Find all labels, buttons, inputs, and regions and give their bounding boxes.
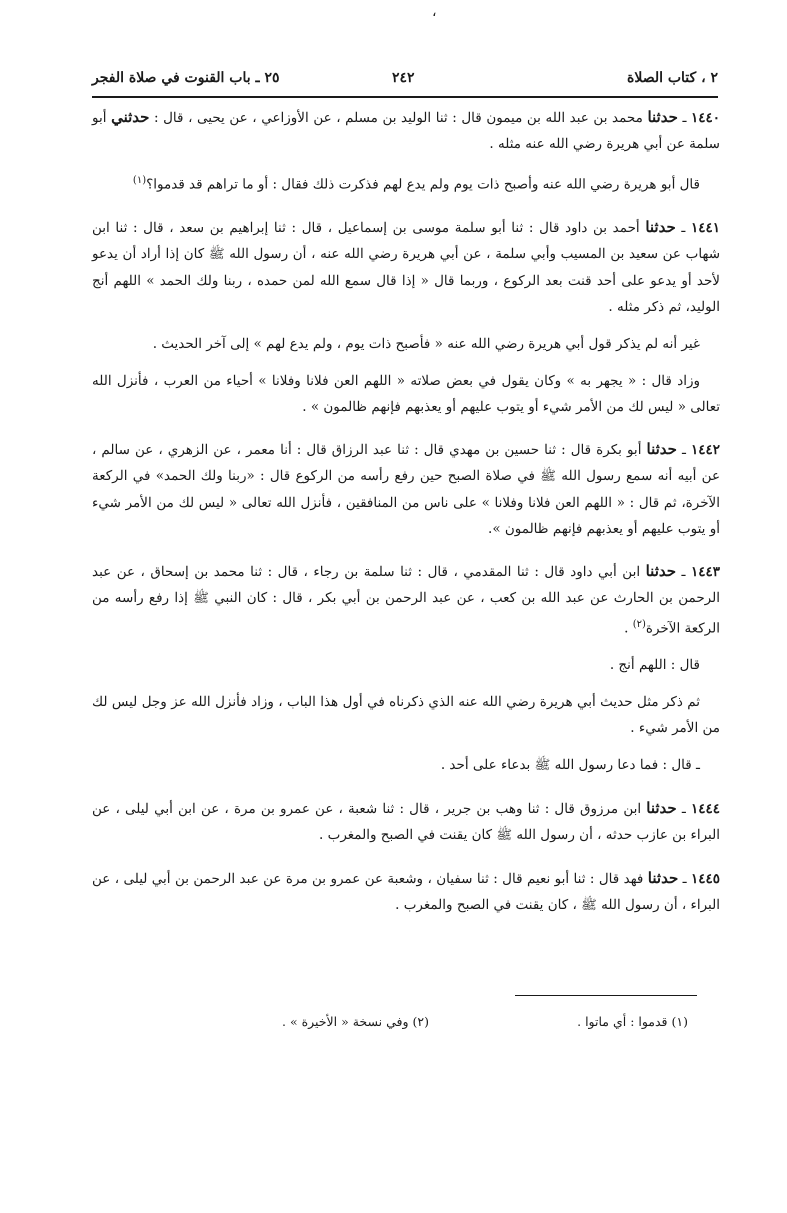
- haddathana-word: حدثنا: [647, 108, 678, 126]
- hadith-text: كان يقنت في الصبح والمغرب .: [319, 827, 493, 843]
- header-chapter-title: ٢٥ ـ باب القنوت في صلاة الفجر: [92, 70, 280, 86]
- hadith-1440-addition: [92, 168, 720, 198]
- corner-mark: ،: [432, 4, 437, 20]
- hadith-1441-addition: [92, 331, 720, 357]
- haddathana-word: حدثنا: [645, 561, 677, 580]
- hadith-text: قال أبو هريرة رضي الله عنه وأصبح ذات يوم ولم يدع لهم فذكرت ذلك فقال : أو ما تراهم قد قدموا؟: [146, 176, 700, 193]
- page-number: ٢٤٢: [392, 70, 415, 86]
- hadith-1443-addition: [92, 652, 720, 678]
- hadith-text: قال : اللهم أنج .: [609, 657, 700, 673]
- hadith-text: كان إذا أراد أن يدعو لأحد أو يدعو على أحد قنت بعد الركوع ، وربما قال « إذا قال سمع الله لمن حمده ، ربنا ولك الحمد » اللهم أنج الوليد، ثم ذكر مثله .: [92, 245, 720, 315]
- footnote-2: (٢) وفي نسخة « الأخيرة » .: [282, 1014, 429, 1029]
- hadith-number: ١٤٤١: [690, 219, 720, 236]
- hadith-text: محمد بن عبد الله بن ميمون قال : ثنا الوليد بن مسلم ، عن الأوزاعي ، عن يحيى ، قال :: [154, 110, 643, 126]
- hadith-text: أبو بكرة قال : ثنا حسين بن مهدي قال : ثنا عبد الرزاق قال : أنا معمر ، عن الزهري ، عن سالم ، عن أبيه أنه سمع رسول الله: [92, 441, 721, 484]
- header-divider: [92, 96, 718, 98]
- hadith-number: ١٤٤٤: [691, 801, 721, 817]
- main-text: [92, 104, 720, 930]
- haddathana-word: حدثنا: [646, 799, 677, 817]
- hadith-text: أحمد بن داود قال : ثنا أبو سلمة موسى بن إسماعيل ، قال : ثنا إبراهيم بن سعد ، قال : ثنا ابن شهاب عن سعيد بن المسيب وأبي سلمة ، عن أبي هريرة رضي الله عنه ، أن رسول الله: [92, 219, 721, 262]
- footnote-marker: (١): [132, 175, 147, 186]
- hadith-text: فهد قال : ثنا أبو نعيم قال : ثنا سفيان ، وشعبة عن عمرو بن مرة عن عبد الرحمن بن أبي ليلى ، عن البراء ، أن رسول الله: [92, 871, 720, 913]
- hadith-1443-addition-3: [92, 752, 720, 779]
- pbuh-glyph: ﷺ: [496, 828, 513, 843]
- footnote-marker: (٢): [632, 618, 646, 630]
- hadith-text: ابن مرزوق قال : ثنا وهب بن جرير ، قال : ثنا شعبة ، عن عمرو بن مرة ، عن ابن أبي ليلى ، عن البراء بن عازب حدثه ، أن رسول الله: [92, 801, 720, 843]
- hadith-1443-addition-2: [92, 689, 720, 741]
- hadith-text: وزاد قال : « يجهر به » وكان يقول في بعض صلاته « اللهم العن فلانا وفلانا » أحياء من العرب ، فأنزل الله تعالى « ليس لك من الأمر شيء أو يتوب عليهم أو يعذبهم فإنهم ظالمون » .: [92, 372, 720, 415]
- hadith-text: ثم ذكر مثل حديث أبي هريرة رضي الله عنه الذي ذكرناه في أول هذا الباب ، وزاد فأنزل الله عز وجل ليس لك من الأمر شيء .: [92, 694, 720, 736]
- hadith-1442: ١٤٤٢ ـ حدثنا أبو بكرة قال : ثنا حسين بن مهدي قال : ثنا عبد الرزاق قال : أنا معمر ، عن الزهري ، عن سالم ، عن أبيه أنه سمع رسول الله ﷺ في صلاة الصبح حين رفع رأسه من الركوع قال : «ربنا ولك الحمد» في الركعة الآخرة، ثم قال : « اللهم العن فلانا وفلانا » على ناس من المنافقين ، فأنزل الله تعالى « ليس لك من الأمر شيء أو يتوب عليهم أو يعذبهم فإنهم ظالمون ».: [92, 439, 721, 537]
- hadith-text: غير أنه لم يذكر قول أبي هريرة رضي الله عنه « فأصبح ذات يوم ، ولم يدع لهم » إلى آخر الحديث .: [152, 335, 700, 352]
- running-header: [92, 66, 718, 92]
- footnotes: [92, 1012, 718, 1036]
- hadith-number: ١٤٤٢: [691, 441, 721, 458]
- haddathana-word: حدثنا: [645, 217, 676, 236]
- hadith-text: أبو سلمة عن أبي هريرة رضي الله عنه مثله .: [92, 110, 720, 152]
- hadith-text: ، كان يقنت في الصبح والمغرب .: [395, 897, 577, 913]
- pbuh-glyph: ﷺ: [193, 590, 209, 606]
- haddathana-word: حدثنا: [647, 869, 679, 887]
- hadith-1443: ١٤٤٣ ـ حدثنا ابن أبي داود قال : ثنا المقدمي ، قال : ثنا سلمة بن رجاء ، قال : ثنا محمد بن إسحاق ، عن عبد الرحمن بن الحارث عن عبد الله بن كعب ، عن عبد الرحمن بن أبي بكر ، قال : كان النبي ﷺ إذا رفع رأسه من الركعة الآخرة$^{(٢)}$ .: [92, 561, 721, 636]
- hadith-1444: ١٤٤٤ ـ حدثنا ابن مرزوق قال : ثنا وهب بن جرير ، قال : ثنا شعبة ، عن عمرو بن مرة ، عن ابن أبي ليلى ، عن البراء بن عازب حدثه ، أن رسول الله ﷺ كان يقنت في الصبح والمغرب .: [92, 799, 721, 843]
- pbuh-glyph: ﷺ: [540, 468, 556, 484]
- hadith-text: ـ قال : فما دعا رسول الله: [554, 757, 700, 773]
- footnote-1: (١) قدموا : أي ماتوا .: [577, 1014, 688, 1029]
- pbuh-glyph: ﷺ: [208, 246, 225, 262]
- hadith-text: .: [624, 620, 629, 636]
- header-book-title: ٢ ، كتاب الصلاة: [627, 70, 718, 86]
- pbuh-glyph: ﷺ: [534, 758, 551, 773]
- haddathana-word: حدثنا: [646, 439, 677, 458]
- pbuh-glyph: ﷺ: [581, 898, 597, 913]
- hadith-1440: ١٤٤٠ ـ حدثنا محمد بن عبد الله بن ميمون قال : ثنا الوليد بن مسلم ، عن الأوزاعي ، عن يحيى ، قال : حدثني أبو سلمة عن أبي هريرة رضي الله عنه مثله .: [92, 108, 720, 152]
- hadith-number: ١٤٤٥: [690, 871, 720, 887]
- hadith-1441-addition-2: [92, 368, 720, 420]
- hadith-1441: ١٤٤١ ـ حدثنا أحمد بن داود قال : ثنا أبو سلمة موسى بن إسماعيل ، قال : ثنا إبراهيم بن سعد ، قال : ثنا ابن شهاب عن سعيد بن المسيب وأبي سلمة ، عن أبي هريرة رضي الله عنه ، أن رسول الله ﷺ كان إذا أراد أن يدعو لأحد أو يدعو على أحد قنت بعد الركوع ، وربما قال « إذا قال سمع الله لمن حمده ، ربنا ولك الحمد » اللهم أنج الوليد، ثم ذكر مثله .: [92, 217, 721, 315]
- footnote-divider: [515, 995, 697, 996]
- hadith-number: ١٤٤٠: [690, 110, 720, 126]
- hadith-text: في صلاة الصبح حين رفع رأسه من الركوع قال : «ربنا ولك الحمد» في الركعة الآخرة، ثم قال : « اللهم العن فلانا وفلانا » على ناس من المنافقين ، فأنزل الله تعالى « ليس لك من الأمر شيء أو يتوب عليهم أو يعذبهم فإنهم ظالمون ».: [92, 467, 720, 537]
- hadith-text: ابن أبي داود قال : ثنا المقدمي ، قال : ثنا سلمة بن رجاء ، قال : ثنا محمد بن إسحاق ، عن عبد الرحمن بن الحارث عن عبد الله بن كعب ، عن عبد الرحمن بن أبي بكر ، قال : كان النبي: [92, 563, 720, 606]
- hadith-text: إذا رفع رأسه من الركعة الآخرة: [92, 589, 720, 636]
- haddathani-word: حدثني: [111, 108, 150, 126]
- hadith-text: بدعاء على أحد .: [440, 757, 531, 773]
- hadith-1445: ١٤٤٥ ـ حدثنا فهد قال : ثنا أبو نعيم قال : ثنا سفيان ، وشعبة عن عمرو بن مرة عن عبد الرحمن بن أبي ليلى ، عن البراء ، أن رسول الله ﷺ ، كان يقنت في الصبح والمغرب .: [92, 869, 720, 913]
- hadith-number: ١٤٤٣: [691, 563, 721, 580]
